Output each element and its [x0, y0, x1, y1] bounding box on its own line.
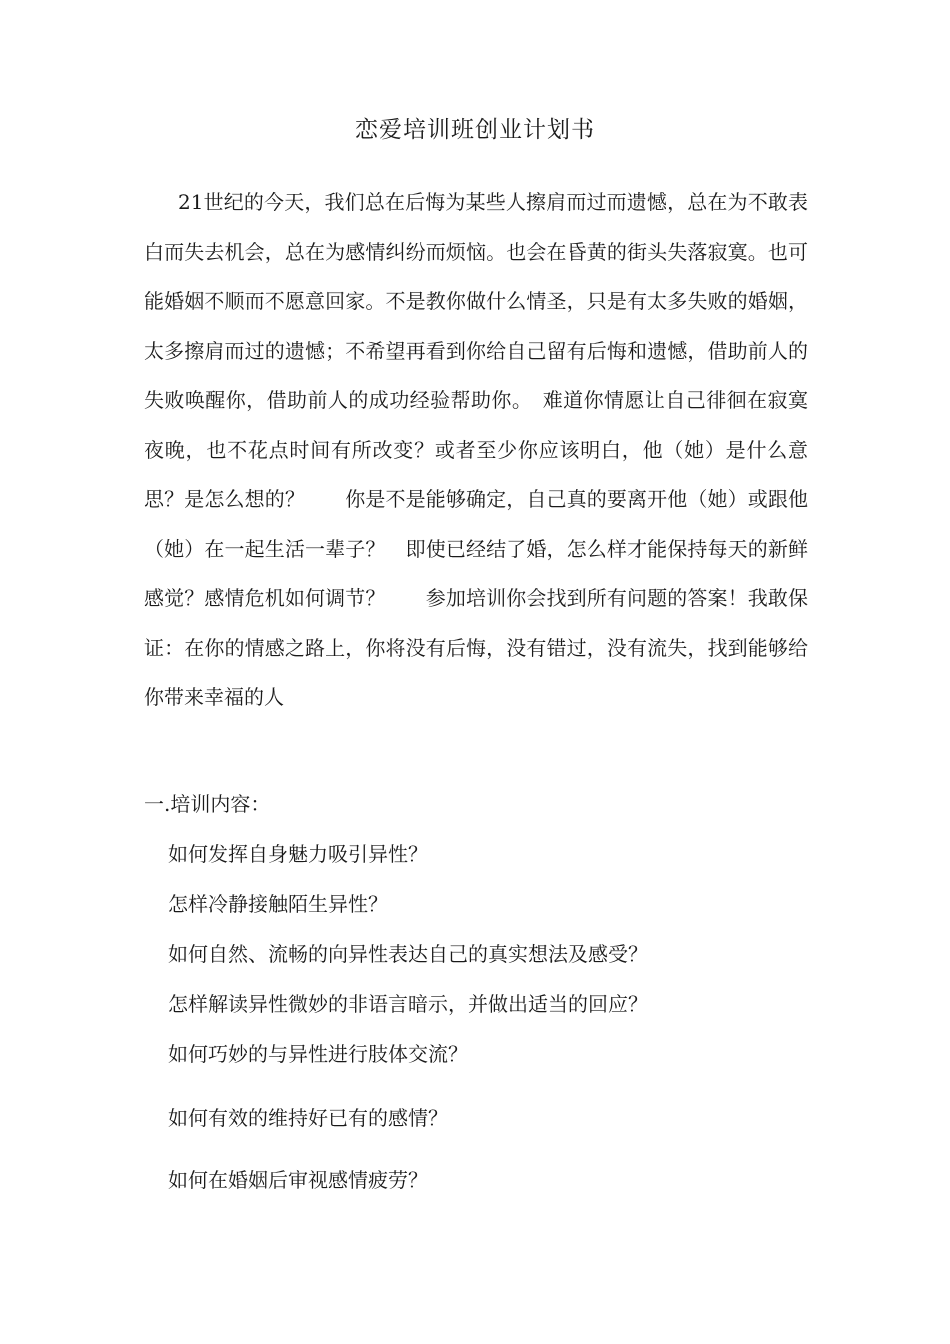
list-item: 如何巧妙的与异性进行肢体交流？	[168, 1042, 468, 1066]
list-item: 如何在婚姻后审视感情疲劳？	[168, 1168, 428, 1192]
list-item: 如何有效的维持好已有的感情？	[168, 1106, 448, 1130]
list-item: 怎样冷静接触陌生异性？	[168, 892, 388, 916]
document-title: 恋爱培训班创业计划书	[355, 117, 595, 143]
list-item: 如何自然、流畅的向异性表达自己的真实想法及感受？	[168, 942, 648, 966]
list-item: 怎样解读异性微妙的非语言暗示，并做出适当的回应？	[168, 992, 648, 1016]
list-item: 如何发挥自身魅力吸引异性？	[168, 842, 428, 866]
section-heading-training-content: 一.培训内容：	[144, 792, 271, 816]
intro-paragraph	[144, 178, 808, 723]
intro-text: 21世纪的今天，我们总在后悔为某些人擦肩而过而遗憾，总在为不敢表白而失去机会，总在为感情纠纷而烦恼。也会在昏黄的街头失落寂寞。也可能婚姻不顺而不愿意回家。不是教你做什么情圣，只是有太多失败的婚姻，太多擦肩而过的遗憾；不希望再看到你给自己留有后悔和遗憾，借助前人的失败唤醒你，借助前人的成功经验帮助你。 难道你情愿让自己徘徊在寂寞夜晚，也不花点时间有所改变？或者至少你应该明白，他（她）是什么意思？是怎么想的？ 你是不是能够确定，自己真的要离开他（她）或跟他（她）在一起生活一辈子？ 即使已经结了婚，怎么样才能保持每天的新鲜感觉？感情危机如何调节？ 参加培训你会找到所有问题的答案！我敢保证：在你的情感之路上，你将没有后悔，没有错过，没有流失，找到能够给你带来幸福的人	[144, 190, 808, 709]
